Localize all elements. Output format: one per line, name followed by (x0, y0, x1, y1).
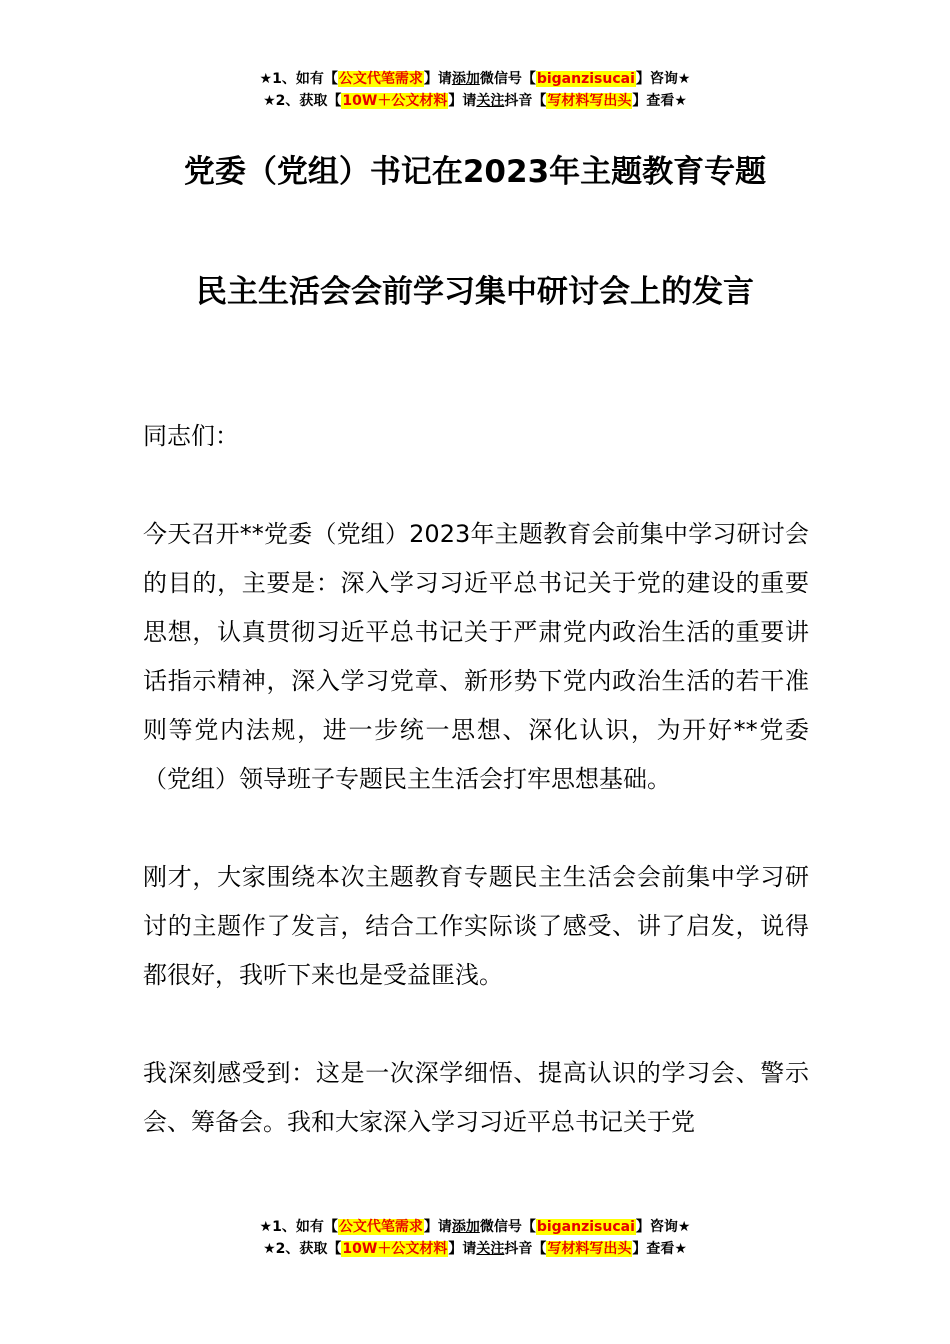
paragraph: 刚才，大家围绕本次主题教育专题民主生活会会前集中学习研讨的主题作了发言，结合工作实际谈了感受、讲了启发，说得都很好，我听下来也是受益匪浅。 (143, 863, 809, 989)
banner-text: ★2、获取【 (263, 93, 342, 109)
banner-emphasis: 添加 (451, 1219, 480, 1235)
banner-highlight: 写材料写出头 (547, 93, 632, 109)
banner-line-1 (0, 68, 950, 90)
banner-text: 】请 (423, 71, 452, 87)
banner-highlight: biganzisucai (536, 71, 635, 87)
banner-highlight: 公文代笔需求 (338, 1219, 423, 1235)
banner-emphasis: 关注 (476, 1241, 505, 1257)
banner-text: 】请 (448, 1241, 477, 1257)
banner-text: 微信号【 (479, 1219, 536, 1235)
banner-text: ★1、如有【 (259, 71, 338, 87)
document-title-line-1: 党委（党组）书记在2023年主题教育专题 (183, 154, 767, 190)
banner-line-2 (0, 90, 950, 112)
banner-text: 】请 (423, 1219, 452, 1235)
banner-text: 】查看★ (632, 93, 687, 109)
banner-text: ★1、如有【 (259, 1219, 338, 1235)
banner-text: 抖音【 (504, 1241, 547, 1257)
footer-banner (0, 1216, 950, 1260)
header-banner (0, 68, 950, 112)
document-title-line-2: 民主生活会会前学习集中研讨会上的发言 (196, 274, 754, 310)
banner-text: 微信号【 (479, 71, 536, 87)
salutation: 同志们： (143, 422, 239, 450)
banner-highlight: 10W＋公文材料 (342, 1241, 448, 1257)
document-body (143, 412, 809, 1196)
banner-highlight: 公文代笔需求 (338, 71, 423, 87)
banner-line-1 (0, 1216, 950, 1238)
banner-text: 】查看★ (632, 1241, 687, 1257)
banner-text: 】请 (448, 93, 477, 109)
banner-highlight: 10W＋公文材料 (342, 93, 448, 109)
banner-text: 抖音【 (504, 93, 547, 109)
banner-emphasis: 关注 (476, 93, 505, 109)
banner-highlight: biganzisucai (536, 1219, 635, 1235)
banner-highlight: 写材料写出头 (547, 1241, 632, 1257)
banner-text: ★2、获取【 (263, 1241, 342, 1257)
banner-text: 】咨询★ (635, 1219, 691, 1235)
paragraph: 今天召开**党委（党组）2023年主题教育会前集中学习研讨会的目的，主要是：深入学习习近平总书记关于党的建设的重要思想，认真贯彻习近平总书记关于严肃党内政治生活的重要讲话指示精神，深入学习党章、新形势下党内政治生活的若干准则等党内法规，进一步统一思想、深化认识，为开好**党委（党组）领导班子专题民主生活会打牢思想基础。 (143, 520, 809, 793)
paragraph: 我深刻感受到：这是一次深学细悟、提高认识的学习会、警示会、筹备会。我和大家深入学习习近平总书记关于党 (143, 1059, 809, 1136)
banner-line-2 (0, 1238, 950, 1260)
banner-text: 】咨询★ (635, 71, 691, 87)
banner-emphasis: 添加 (451, 71, 480, 87)
